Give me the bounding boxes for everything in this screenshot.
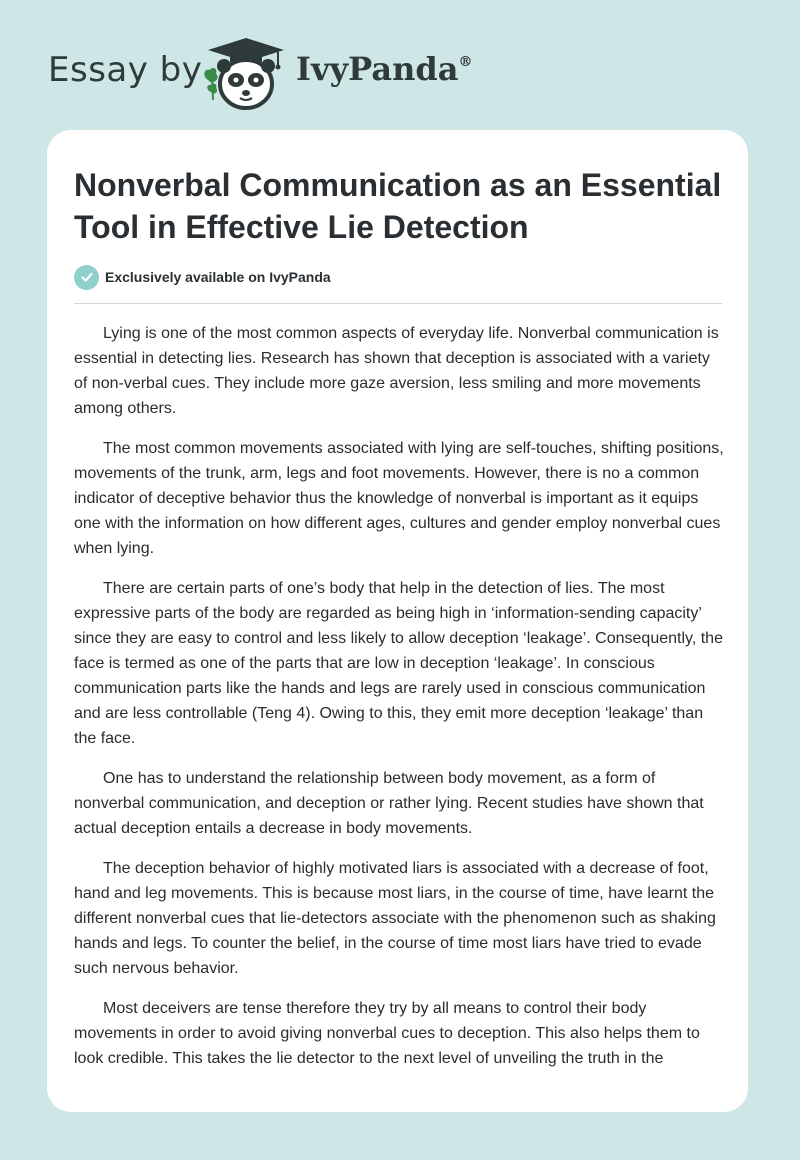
site-header: [0, 0, 800, 130]
registered-mark: ®: [458, 54, 473, 70]
paragraph: There are certain parts of one’s body that help in the detection of lies. The most expressive parts of the body are regarded as being high in ‘information-sending capacity’ since they are easy to control and less likely to allow deception ‘leakage’. Consequently, the face is termed as one of the parts that are low in deception ‘leakage’. In conscious communication parts like the hands and legs are rarely used in conscious communication and are less controllable (Teng 4). Owing to this, they emit more deception ‘leakage’ than the face.: [74, 580, 723, 747]
paragraph: Most deceivers are tense therefore they try by all means to control their body movements in order to avoid giving nonverbal cues to deception. This also helps them to look credible. This takes the lie detector to the next level of unveiling the truth in the: [74, 1000, 700, 1067]
paragraph: The deception behavior of highly motivated liars is associated with a decrease of foot, hand and leg movements. This is because most liars, in the course of time, have learnt the different nonverbal cues that lie-detectors associate with the phenomenon such as shaking hands and legs. To counter the belief, in the course of time most liars have tried to evade such nervous behavior.: [74, 860, 716, 977]
essay-body: [74, 321, 724, 1086]
divider: [74, 303, 722, 304]
check-icon: [74, 265, 99, 290]
essay-by-label: Essay by: [48, 50, 203, 90]
paragraph: One has to understand the relationship between body movement, as a form of nonverbal communication, and deception or rather lying. Recent studies have shown that actual deception entails a decrease in body movements.: [74, 770, 704, 837]
exclusive-label: Exclusively available on IvyPanda: [105, 269, 331, 285]
page-title: Nonverbal Communication as an Essential Tool in Effective Lie Detection: [74, 167, 722, 245]
ivypanda-logo-icon[interactable]: [198, 36, 294, 110]
exclusive-badge: [74, 264, 331, 290]
essay-card: [47, 130, 748, 1112]
brand-name[interactable]: IvyPanda®: [296, 50, 473, 88]
paragraph: Lying is one of the most common aspects of everyday life. Nonverbal communication is essential in detecting lies. Research has shown that deception is associated with a variety of non-verbal cues. They include more gaze aversion, less smiling and more movements among others.: [74, 325, 719, 417]
paragraph: The most common movements associated with lying are self-touches, shifting positions, movements of the trunk, arm, legs and foot movements. However, there is no a common indicator of deceptive behavior thus the knowledge of nonverbal is important as it equips one with the information on how different ages, cultures and gender employ nonverbal cues when lying.: [74, 440, 724, 557]
